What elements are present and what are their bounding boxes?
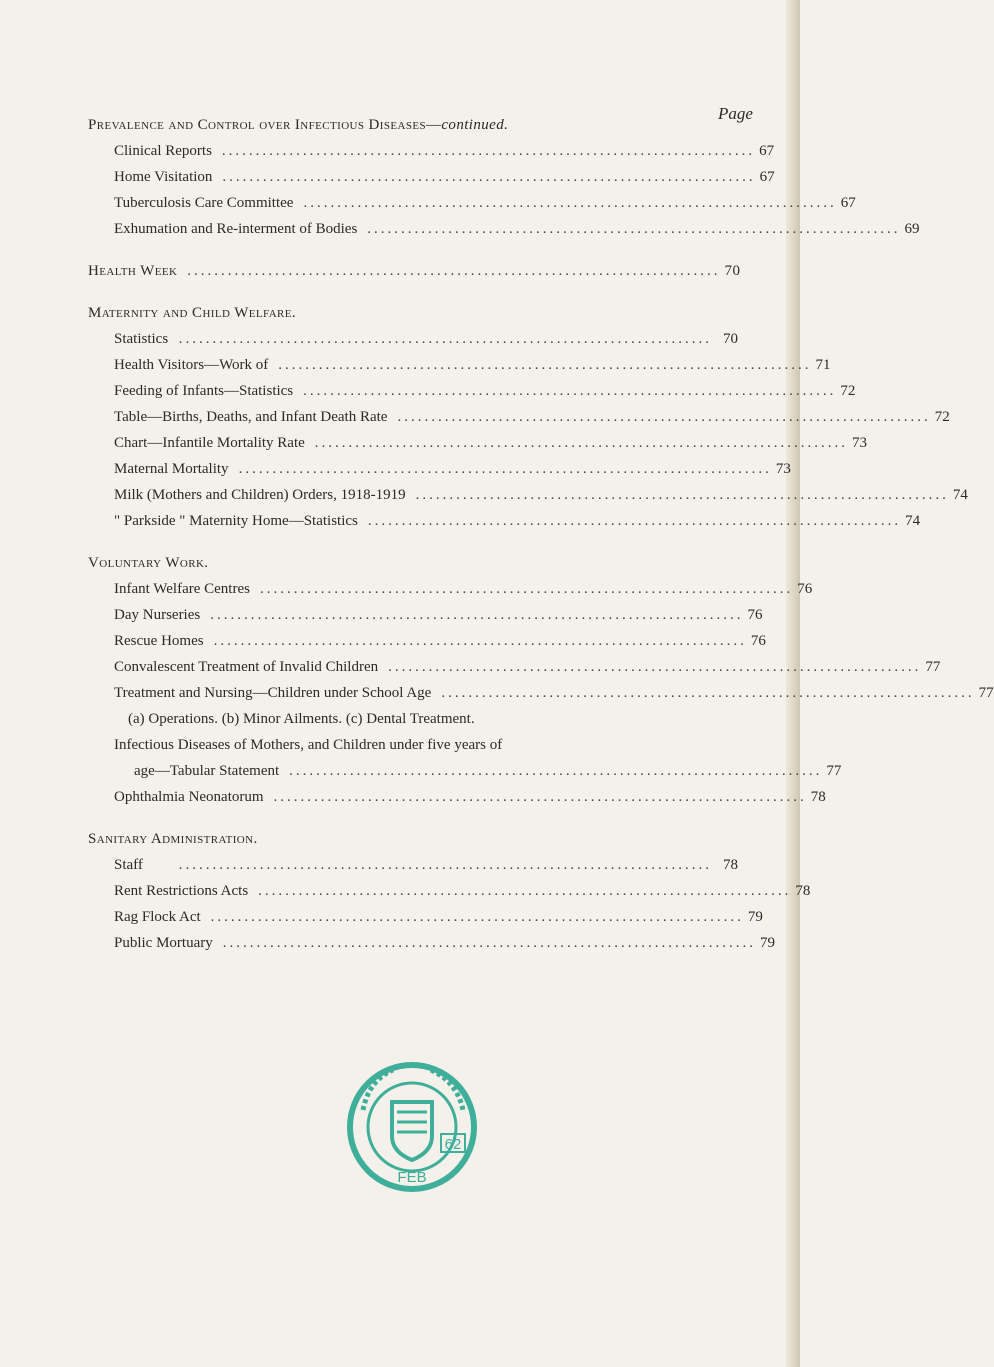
entry-label: Clinical Reports bbox=[114, 143, 212, 159]
entry-page: 73 bbox=[852, 435, 868, 451]
toc-entry bbox=[88, 456, 791, 482]
entry-page: 79 bbox=[760, 935, 775, 951]
leader-dots: ............................................................................... bbox=[187, 263, 721, 279]
entry-page: 76 bbox=[750, 633, 766, 649]
leader-dots: ............................................................................... bbox=[222, 169, 756, 185]
toc-entry bbox=[88, 576, 813, 602]
entry-page: 74 bbox=[905, 513, 921, 529]
leader-dots: ............................................................................... bbox=[367, 513, 902, 529]
entry-page: 71 bbox=[815, 357, 831, 373]
entry-label: Chart—Infantile Mortality Rate bbox=[114, 435, 305, 451]
entry-page: 77 bbox=[826, 763, 842, 779]
toc-entry bbox=[88, 628, 766, 654]
shield-lines bbox=[397, 1112, 427, 1132]
toc-entry bbox=[88, 852, 738, 878]
section-title-sanitary: Sanitary Administration. bbox=[88, 831, 258, 847]
entry-page: 79 bbox=[747, 909, 763, 925]
leader-dots: ............................................................................... bbox=[178, 857, 712, 873]
entry-page: 70 bbox=[723, 331, 738, 347]
leader-dots: ............................................................................... bbox=[222, 935, 756, 951]
entry-label: Rescue Homes bbox=[114, 633, 204, 649]
stamp-inner-ring bbox=[368, 1083, 456, 1171]
section-title-text: Prevalence and Control over Infectious Diseases— bbox=[88, 117, 442, 133]
toc-entry bbox=[88, 680, 994, 706]
toc-entry bbox=[88, 164, 775, 190]
section-title-maternity: Maternity and Child Welfare. bbox=[88, 305, 297, 321]
section-title-voluntary-work: Voluntary Work. bbox=[88, 555, 209, 571]
entry-label: Home Visitation bbox=[114, 169, 213, 185]
entry-page: 77 bbox=[925, 659, 941, 675]
entry-page: 77 bbox=[978, 685, 994, 701]
leader-dots: ............................................................................... bbox=[303, 383, 837, 399]
entry-page: 76 bbox=[747, 607, 763, 623]
museum-stamp bbox=[345, 1060, 479, 1194]
leader-dots: ............................................................................... bbox=[210, 607, 744, 623]
toc-entry bbox=[88, 404, 950, 430]
toc-entry bbox=[88, 190, 856, 216]
entry-page: 78 bbox=[723, 857, 738, 873]
entry-page: 72 bbox=[840, 383, 856, 399]
entry-page: 78 bbox=[795, 883, 811, 899]
entry-page: 74 bbox=[952, 487, 968, 503]
entry-label: Treatment and Nursing—Children under School Age bbox=[114, 685, 432, 701]
leader-dots: ............................................................................... bbox=[303, 195, 837, 211]
entry-page: 67 bbox=[759, 169, 775, 185]
leader-dots: ............................................................................... bbox=[367, 221, 901, 237]
toc-entry-wrapped-line2 bbox=[88, 758, 842, 784]
toc-entry bbox=[88, 904, 763, 930]
page-column-heading: Page bbox=[718, 104, 753, 123]
leader-dots: ............................................................................... bbox=[238, 461, 772, 477]
section-title-continued: continued. bbox=[441, 117, 509, 133]
toc-entry bbox=[88, 138, 775, 164]
entry-label: Rent Restrictions Acts bbox=[114, 883, 249, 899]
entry-label: Infant Welfare Centres bbox=[114, 581, 250, 597]
toc-entry bbox=[88, 784, 826, 810]
toc-entry bbox=[88, 654, 941, 680]
entry-label: Table—Births, Deaths, and Infant Death Rate bbox=[114, 409, 388, 425]
leader-dots: ............................................................................... bbox=[441, 685, 975, 701]
toc-entry bbox=[88, 508, 921, 534]
entry-label: Rag Flock Act bbox=[114, 909, 201, 925]
leader-dots: ............................................................................... bbox=[278, 357, 812, 373]
stamp-number: 62 bbox=[444, 1136, 462, 1153]
entry-label: Feeding of Infants—Statistics bbox=[114, 383, 294, 399]
stamp-month: FEB bbox=[397, 1169, 427, 1186]
entry-label: Health Visitors—Work of bbox=[114, 357, 269, 373]
leader-dots: ............................................................................... bbox=[210, 909, 744, 925]
entry-page: 73 bbox=[775, 461, 791, 477]
entry-label: Public Mortuary bbox=[114, 935, 213, 951]
entry-label: Milk (Mothers and Children) Orders, 1918-1919 bbox=[114, 487, 406, 503]
leader-dots: ............................................................................... bbox=[289, 763, 823, 779]
leader-dots: ............................................................................... bbox=[221, 143, 756, 159]
toc-entry bbox=[88, 378, 856, 404]
entry-page: 76 bbox=[797, 581, 813, 597]
entry-label: age—Tabular Statement bbox=[134, 763, 280, 779]
entry-page: 78 bbox=[810, 789, 826, 805]
toc-entry bbox=[88, 930, 775, 956]
leader-dots: ............................................................................... bbox=[388, 659, 922, 675]
leader-dots: ............................................................................... bbox=[258, 883, 792, 899]
leader-dots: ............................................................................... bbox=[314, 435, 849, 451]
entry-page: 72 bbox=[934, 409, 950, 425]
section-title-health-week bbox=[88, 258, 741, 284]
leader-dots: ............................................................................... bbox=[397, 409, 931, 425]
toc-entry-wrapped-line1: Infectious Diseases of Mothers, and Children under five years of bbox=[114, 737, 503, 753]
entry-label: Tuberculosis Care Committee bbox=[114, 195, 294, 211]
entry-label: Day Nurseries bbox=[114, 607, 201, 623]
entry-page: 67 bbox=[840, 195, 856, 211]
toc-entry bbox=[88, 326, 738, 352]
entry-label: Maternal Mortality bbox=[114, 461, 229, 477]
entry-label: Exhumation and Re-interment of Bodies bbox=[114, 221, 358, 237]
entry-label: Statistics bbox=[114, 331, 169, 347]
entry-label: Ophthalmia Neonatorum bbox=[114, 789, 264, 805]
entry-page: 70 bbox=[724, 263, 741, 279]
leader-dots: ............................................................................... bbox=[415, 487, 949, 503]
leader-dots: ............................................................................... bbox=[273, 789, 807, 805]
leader-dots: ............................................................................... bbox=[178, 331, 712, 347]
entry-label: Staff bbox=[114, 857, 143, 873]
leader-dots: ............................................................................... bbox=[259, 581, 794, 597]
toc-entry bbox=[88, 878, 811, 904]
section-title-infectious-diseases bbox=[88, 112, 738, 138]
section-title-text: Health Week bbox=[88, 263, 178, 279]
entry-page: 67 bbox=[759, 143, 775, 159]
toc-entry bbox=[88, 352, 831, 378]
entry-label: Convalescent Treatment of Invalid Children bbox=[114, 659, 379, 675]
toc-entry bbox=[88, 482, 968, 508]
toc-entry bbox=[88, 602, 763, 628]
toc-entry bbox=[88, 430, 868, 456]
entry-label: " Parkside " Maternity Home—Statistics bbox=[114, 513, 358, 529]
entry-page: 69 bbox=[904, 221, 920, 237]
toc-note: (a) Operations. (b) Minor Ailments. (c) Dental Treatment. bbox=[128, 711, 475, 727]
leader-dots: ............................................................................... bbox=[213, 633, 747, 649]
toc-entry bbox=[88, 216, 920, 242]
